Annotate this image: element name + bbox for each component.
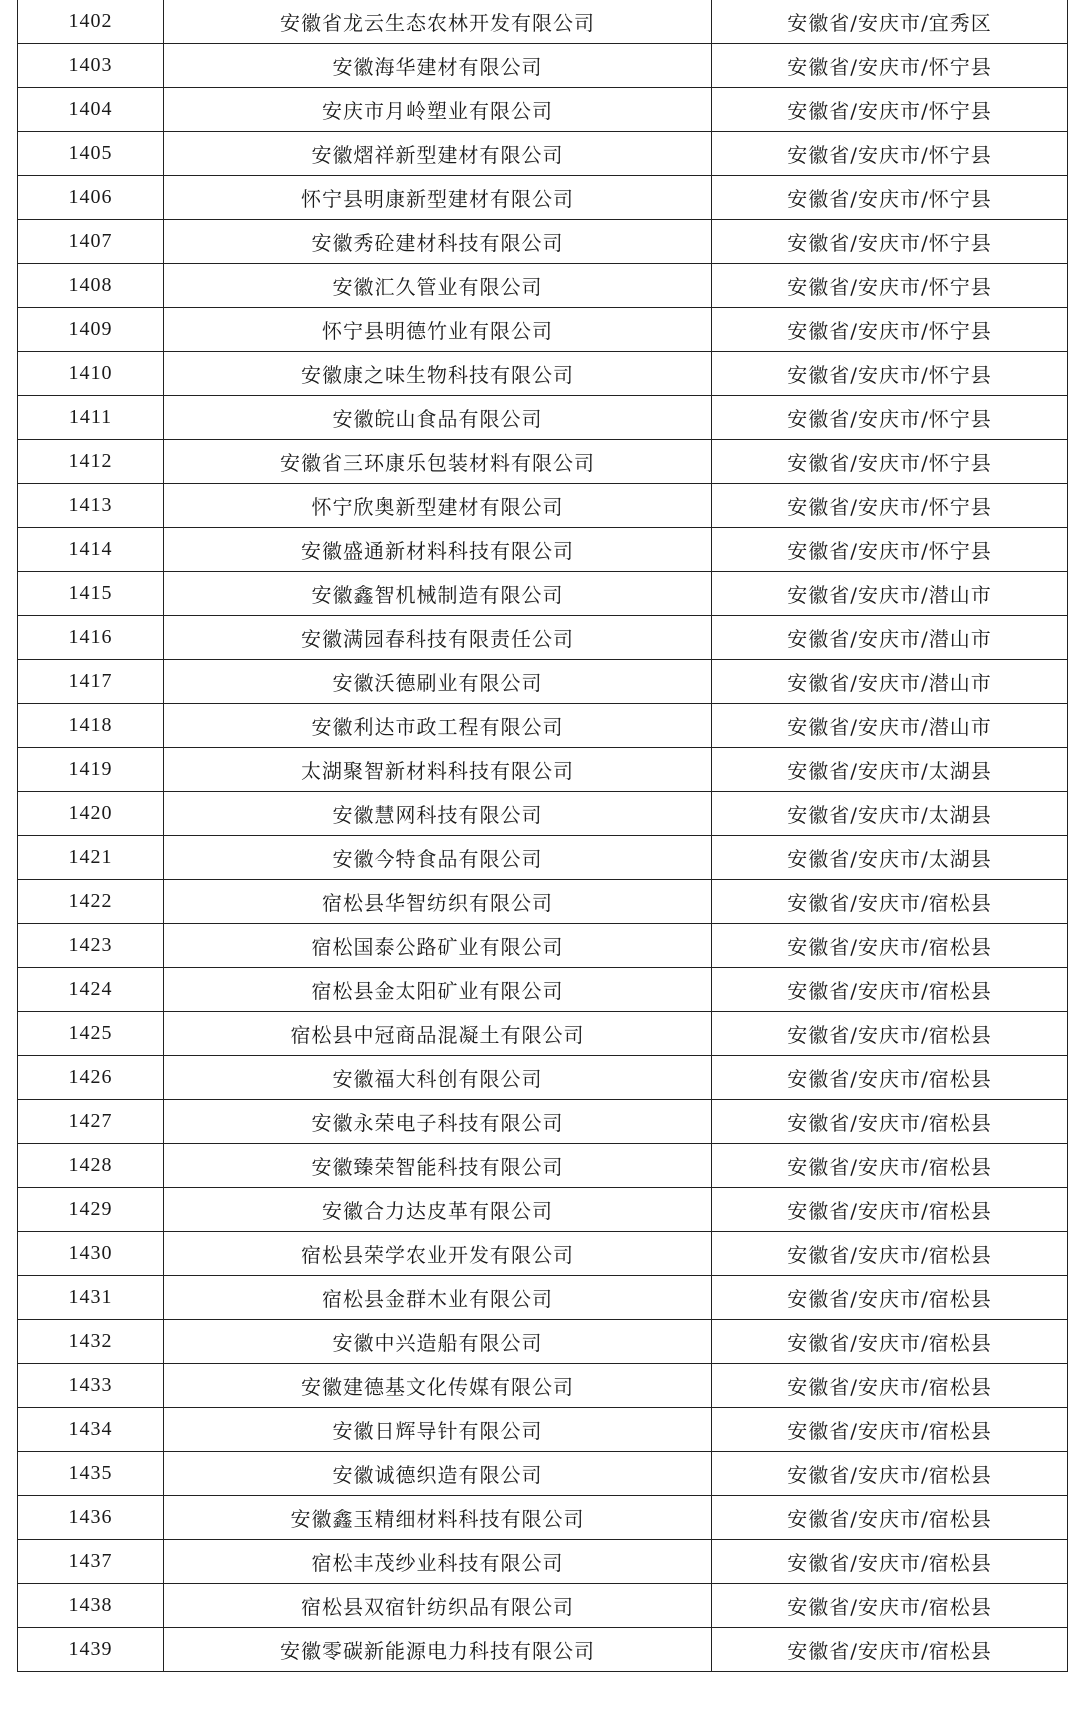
row-number: 1425 [18,1012,164,1056]
table-row [18,440,1068,484]
company-name: 安徽建德基文化传媒有限公司 [164,1364,712,1408]
company-name: 安徽今特食品有限公司 [164,836,712,880]
company-name: 安徽臻荣智能科技有限公司 [164,1144,712,1188]
region: 安徽省/安庆市/怀宁县 [712,88,1068,132]
row-number: 1412 [18,440,164,484]
company-name: 宿松县荣学农业开发有限公司 [164,1232,712,1276]
row-number: 1422 [18,880,164,924]
company-name: 安徽满园春科技有限责任公司 [164,616,712,660]
table-row [18,1320,1068,1364]
table-row [18,1100,1068,1144]
row-number: 1437 [18,1540,164,1584]
table-row [18,1408,1068,1452]
company-name: 安徽康之味生物科技有限公司 [164,352,712,396]
company-name: 怀宁县明康新型建材有限公司 [164,176,712,220]
region: 安徽省/安庆市/太湖县 [712,836,1068,880]
row-number: 1417 [18,660,164,704]
company-name: 宿松县金太阳矿业有限公司 [164,968,712,1012]
region: 安徽省/安庆市/太湖县 [712,792,1068,836]
table-row [18,748,1068,792]
table-row [18,1188,1068,1232]
company-name: 宿松国泰公路矿业有限公司 [164,924,712,968]
region: 安徽省/安庆市/宿松县 [712,1628,1068,1672]
company-name: 安徽海华建材有限公司 [164,44,712,88]
table-row [18,176,1068,220]
table-row [18,1232,1068,1276]
table-row [18,44,1068,88]
row-number: 1438 [18,1584,164,1628]
company-list-sheet [17,0,1067,1672]
table-row [18,1276,1068,1320]
row-number: 1435 [18,1452,164,1496]
company-name: 安徽沃德刷业有限公司 [164,660,712,704]
row-number: 1433 [18,1364,164,1408]
region: 安徽省/安庆市/怀宁县 [712,352,1068,396]
table-row [18,484,1068,528]
company-name: 安徽日辉导针有限公司 [164,1408,712,1452]
region: 安徽省/安庆市/怀宁县 [712,396,1068,440]
row-number: 1404 [18,88,164,132]
company-name: 安徽永荣电子科技有限公司 [164,1100,712,1144]
row-number: 1408 [18,264,164,308]
region: 安徽省/安庆市/怀宁县 [712,44,1068,88]
company-name: 安徽合力达皮革有限公司 [164,1188,712,1232]
region: 安徽省/安庆市/宿松县 [712,924,1068,968]
region: 安徽省/安庆市/宜秀区 [712,0,1068,44]
company-name: 安徽零碳新能源电力科技有限公司 [164,1628,712,1672]
company-name: 宿松县华智纺织有限公司 [164,880,712,924]
region: 安徽省/安庆市/怀宁县 [712,308,1068,352]
company-name: 安徽中兴造船有限公司 [164,1320,712,1364]
region: 安徽省/安庆市/宿松县 [712,968,1068,1012]
table-row [18,1056,1068,1100]
row-number: 1436 [18,1496,164,1540]
company-name: 宿松县中冠商品混凝土有限公司 [164,1012,712,1056]
company-name: 安徽福大科创有限公司 [164,1056,712,1100]
row-number: 1410 [18,352,164,396]
row-number: 1434 [18,1408,164,1452]
table-row [18,1364,1068,1408]
company-list-table [17,0,1068,1672]
row-number: 1427 [18,1100,164,1144]
region: 安徽省/安庆市/宿松县 [712,1100,1068,1144]
company-name: 安徽鑫智机械制造有限公司 [164,572,712,616]
company-name: 安徽诚德织造有限公司 [164,1452,712,1496]
region: 安徽省/安庆市/怀宁县 [712,264,1068,308]
region: 安徽省/安庆市/宿松县 [712,1056,1068,1100]
company-name: 安徽利达市政工程有限公司 [164,704,712,748]
row-number: 1430 [18,1232,164,1276]
region: 安徽省/安庆市/宿松县 [712,1276,1068,1320]
company-name: 怀宁县明德竹业有限公司 [164,308,712,352]
row-number: 1403 [18,44,164,88]
row-number: 1428 [18,1144,164,1188]
region: 安徽省/安庆市/宿松县 [712,1232,1068,1276]
table-row [18,616,1068,660]
company-name: 怀宁欣奥新型建材有限公司 [164,484,712,528]
region: 安徽省/安庆市/宿松县 [712,1012,1068,1056]
table-row [18,308,1068,352]
row-number: 1413 [18,484,164,528]
row-number: 1406 [18,176,164,220]
table-row [18,220,1068,264]
region: 安徽省/安庆市/怀宁县 [712,484,1068,528]
region: 安徽省/安庆市/太湖县 [712,748,1068,792]
row-number: 1416 [18,616,164,660]
company-name: 安徽秀砼建材科技有限公司 [164,220,712,264]
table-row [18,396,1068,440]
region: 安徽省/安庆市/潜山市 [712,616,1068,660]
company-name: 安徽盛通新材料科技有限公司 [164,528,712,572]
region: 安徽省/安庆市/潜山市 [712,704,1068,748]
company-name: 宿松县双宿针纺织品有限公司 [164,1584,712,1628]
region: 安徽省/安庆市/怀宁县 [712,440,1068,484]
region: 安徽省/安庆市/怀宁县 [712,132,1068,176]
table-row [18,704,1068,748]
company-name: 太湖聚智新材料科技有限公司 [164,748,712,792]
company-name: 安徽省三环康乐包装材料有限公司 [164,440,712,484]
table-row [18,1012,1068,1056]
row-number: 1420 [18,792,164,836]
region: 安徽省/安庆市/潜山市 [712,660,1068,704]
table-row [18,0,1068,44]
row-number: 1421 [18,836,164,880]
company-name: 安徽皖山食品有限公司 [164,396,712,440]
table-row [18,528,1068,572]
table-row [18,880,1068,924]
table-row [18,1628,1068,1672]
table-row [18,660,1068,704]
company-name: 安庆市月岭塑业有限公司 [164,88,712,132]
table-row [18,264,1068,308]
region: 安徽省/安庆市/潜山市 [712,572,1068,616]
region: 安徽省/安庆市/宿松县 [712,1584,1068,1628]
row-number: 1419 [18,748,164,792]
region: 安徽省/安庆市/宿松县 [712,880,1068,924]
table-row [18,1144,1068,1188]
region: 安徽省/安庆市/宿松县 [712,1364,1068,1408]
company-name: 安徽熠祥新型建材有限公司 [164,132,712,176]
row-number: 1405 [18,132,164,176]
company-name: 安徽鑫玉精细材料科技有限公司 [164,1496,712,1540]
region: 安徽省/安庆市/怀宁县 [712,528,1068,572]
table-row [18,1496,1068,1540]
row-number: 1415 [18,572,164,616]
row-number: 1426 [18,1056,164,1100]
region: 安徽省/安庆市/宿松县 [712,1496,1068,1540]
region: 安徽省/安庆市/宿松县 [712,1320,1068,1364]
row-number: 1411 [18,396,164,440]
table-row [18,352,1068,396]
region: 安徽省/安庆市/怀宁县 [712,176,1068,220]
table-row [18,836,1068,880]
region: 安徽省/安庆市/宿松县 [712,1452,1068,1496]
row-number: 1407 [18,220,164,264]
region: 安徽省/安庆市/宿松县 [712,1540,1068,1584]
table-row [18,1540,1068,1584]
region: 安徽省/安庆市/宿松县 [712,1144,1068,1188]
row-number: 1429 [18,1188,164,1232]
region: 安徽省/安庆市/怀宁县 [712,220,1068,264]
region: 安徽省/安庆市/宿松县 [712,1408,1068,1452]
row-number: 1409 [18,308,164,352]
row-number: 1439 [18,1628,164,1672]
row-number: 1414 [18,528,164,572]
company-name: 安徽慧网科技有限公司 [164,792,712,836]
table-row [18,572,1068,616]
row-number: 1424 [18,968,164,1012]
row-number: 1418 [18,704,164,748]
region: 安徽省/安庆市/宿松县 [712,1188,1068,1232]
company-list-body [18,0,1068,1672]
table-row [18,924,1068,968]
row-number: 1432 [18,1320,164,1364]
table-row [18,132,1068,176]
company-name: 安徽省龙云生态农林开发有限公司 [164,0,712,44]
table-row [18,1584,1068,1628]
table-row [18,88,1068,132]
row-number: 1402 [18,0,164,44]
company-name: 宿松县金群木业有限公司 [164,1276,712,1320]
company-name: 宿松丰茂纱业科技有限公司 [164,1540,712,1584]
company-name: 安徽汇久管业有限公司 [164,264,712,308]
table-row [18,968,1068,1012]
row-number: 1423 [18,924,164,968]
row-number: 1431 [18,1276,164,1320]
table-row [18,792,1068,836]
table-row [18,1452,1068,1496]
